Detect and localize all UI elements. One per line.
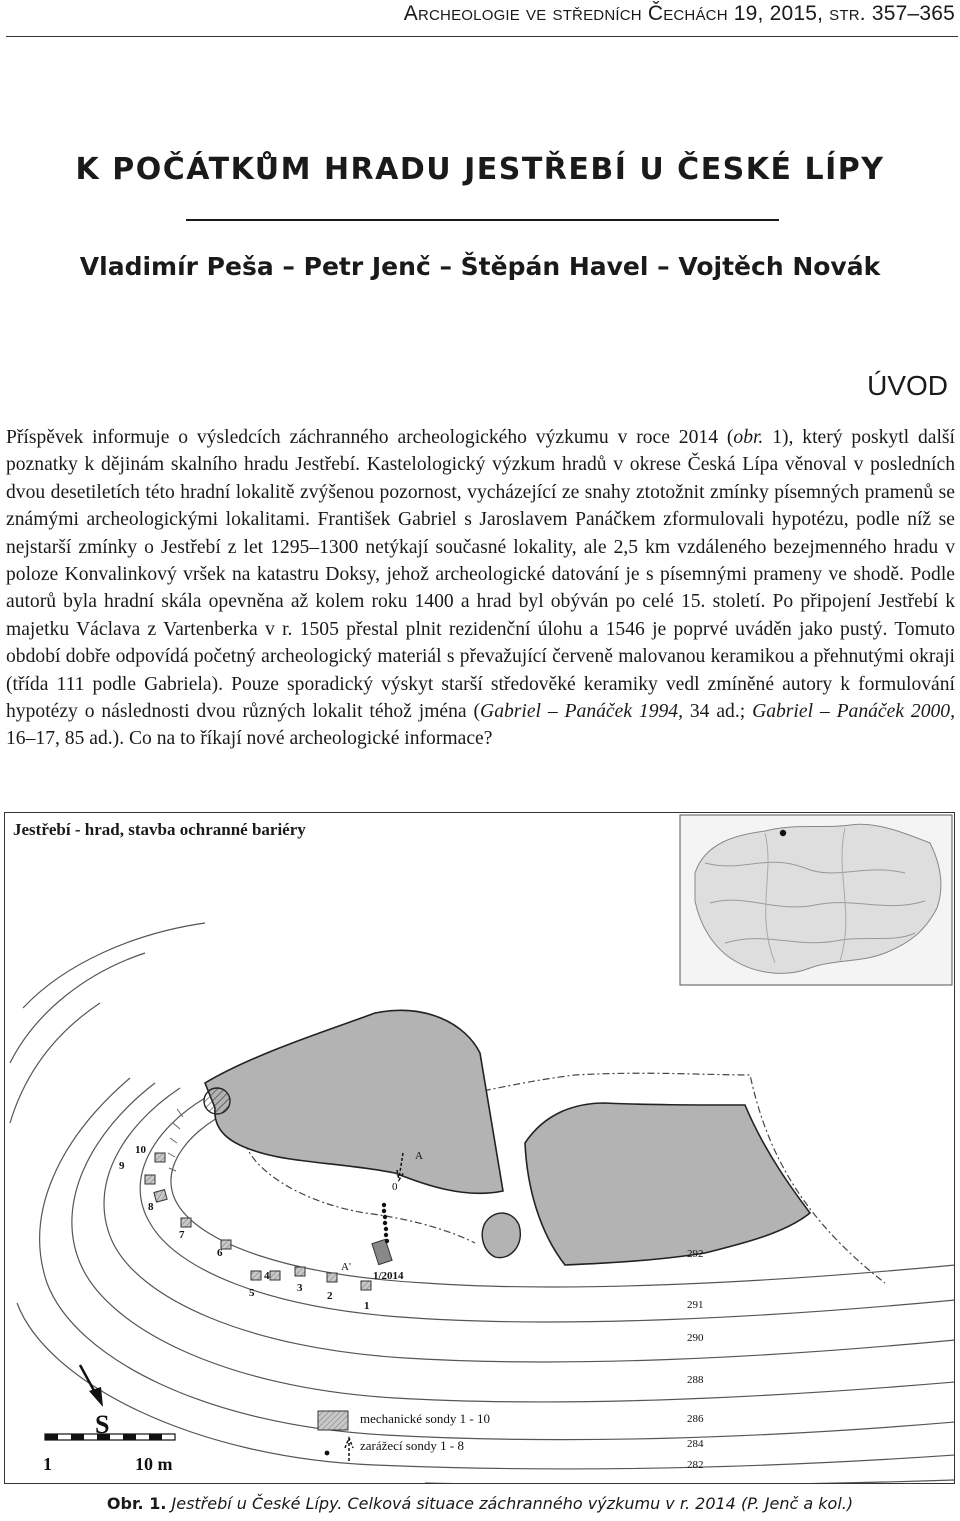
scale-start-label: 1 <box>43 1454 52 1474</box>
section-arrow-bottom <box>345 1438 353 1463</box>
figure-ref: obr. <box>733 427 764 448</box>
intro-text-2: 1), který poskytl další poznatky k dějinám skalního hradu Jestřebí. Kastelologický výzkum hradů v okrese Česká Lípa věnoval v posledních dvou desetiletích této hradní lokalitě zvýšenou pozornost, vycházející ze snahy ztotožnit zmínky písemných pramenů se známými archeologickými lokalitami. František Gabriel s Jaroslavem Panáčkem zformulovali hypotézu, podle níž se nejstarší zmínky o Jestřebí z let 1295–1300 netýkají současné lokality, ale 2,5 km vzdáleného bezejmenného hradu v poloze Konvalinkový vršek na katastru Doksy, jehož archeologické datování je s písemnými prameny ve shodě. Podle autorů byla hradní skála opevněna až kolem roku 1400 a hrad byl obýván po celé 15. století. Po připojení Jestřebí k majetku Václava z Vartenberka v r. 1505 přestal plnit rezidenční úlohu a 1546 je poprvé uváděn jako pustý. Tomuto období dobře odpovídá početný archeologický materiál s převažující červeně malovanou keramikou a přehnutými okraji (třída 111 podle Gabriela). Pouze sporadický výskyt starší středověké keramiky vedl zmíněné autory k formulování hypotézy o následnosti dvou různých lokalit téhož jména ( <box>6 427 955 723</box>
label-trench-9: 9 <box>119 1160 125 1172</box>
caption-text: Jestřebí u České Lípy. Celková situace záchranného výzkumu v r. 2014 (P. Jenč a kol.) <box>166 1494 854 1513</box>
label-trench-1: 1 <box>364 1300 370 1312</box>
trench-1 <box>361 1281 371 1290</box>
legend-trench-symbol <box>318 1411 348 1430</box>
inset-map <box>680 815 952 985</box>
rock-outcrops <box>204 1010 810 1265</box>
intro-text-1: Příspěvek informuje o výsledcích záchranného archeologického výzkumu v roce 2014 ( <box>6 427 734 448</box>
trench-4 <box>270 1271 280 1280</box>
label-trench-2: 2 <box>327 1290 333 1302</box>
tower-remains <box>204 1088 230 1114</box>
legend-trenches-text: mechanické sondy 1 - 10 <box>360 1411 490 1426</box>
label-trench-10: 10 <box>135 1144 146 1156</box>
contour-label-284: 284 <box>687 1438 704 1450</box>
article-authors: Vladimír Peša – Petr Jenč – Štěpán Havel – Vojtěch Novák <box>79 252 881 281</box>
contour-label-282: 282 <box>687 1459 704 1471</box>
label-trench-7: 7 <box>179 1229 185 1241</box>
trench-6 <box>221 1240 231 1249</box>
title-rule <box>186 219 779 221</box>
citation-1: Gabriel – Panáček 1994, <box>480 701 683 723</box>
trench-3 <box>295 1267 305 1276</box>
trench-9 <box>145 1175 155 1184</box>
label-trench-4: 4 <box>264 1270 270 1282</box>
east-rock <box>525 1103 810 1265</box>
label-trench-6: 6 <box>217 1247 223 1259</box>
site-location-marker <box>780 830 786 836</box>
probe-line <box>382 1203 389 1243</box>
contour-label-288: 288 <box>687 1374 704 1386</box>
legend-probes-text: zarážecí sondy 1 - 8 <box>360 1438 464 1453</box>
section-heading: ÚVOD <box>867 370 948 401</box>
section-label-top: A <box>415 1150 423 1162</box>
contour-label-290: 290 <box>687 1332 704 1344</box>
contour-label-286: 286 <box>687 1413 704 1425</box>
figure-title: Jestřebí - hrad, stavba ochranné bariéry <box>13 820 306 839</box>
contour-label-291: 291 <box>687 1299 704 1311</box>
citation-2: Gabriel – Panáček 2000, <box>752 701 955 723</box>
caption-label: Obr. 1. <box>106 1494 167 1513</box>
legend-probe-symbol <box>325 1451 330 1456</box>
north-arrow <box>80 1365 103 1407</box>
label-trench-8: 8 <box>148 1201 154 1213</box>
trench-1-2014 <box>372 1239 392 1264</box>
article-title: K POČÁTKŮM HRADU JESTŘEBÍ U ČESKÉ LÍPY <box>75 152 885 187</box>
small-rock <box>482 1213 520 1258</box>
label-trench-1-2014: 1/2014 <box>373 1270 404 1282</box>
running-head: Archeologie ve středních Čechách 19, 2015, str. 357–365 <box>403 2 955 25</box>
trench-2 <box>327 1273 337 1282</box>
scale-end-label: 10 m <box>135 1454 173 1474</box>
contour-label-292: 292 <box>687 1248 704 1260</box>
section-label-zero: 0 <box>392 1181 398 1193</box>
intro-paragraph <box>6 424 955 753</box>
figure-caption <box>0 1494 960 1513</box>
header-rule <box>6 36 958 37</box>
trench-8 <box>154 1190 167 1203</box>
trench-5 <box>251 1271 261 1280</box>
intro-text-3: 34 ad.; <box>682 701 753 723</box>
section-label-bottom: A' <box>341 1261 351 1273</box>
intro-text-4: 16–17, 85 ad.). Co na to říkají nové archeologické informace? <box>6 728 493 750</box>
north-label: S <box>95 1410 110 1439</box>
label-trench-3: 3 <box>297 1282 303 1294</box>
scale-bar <box>45 1434 175 1440</box>
site-plan-figure <box>4 812 955 1484</box>
label-trench-5: 5 <box>249 1287 255 1299</box>
site-plan-drawing <box>5 813 955 1484</box>
trench-7 <box>181 1218 191 1227</box>
trench-10 <box>155 1153 165 1162</box>
west-rock <box>205 1010 503 1193</box>
